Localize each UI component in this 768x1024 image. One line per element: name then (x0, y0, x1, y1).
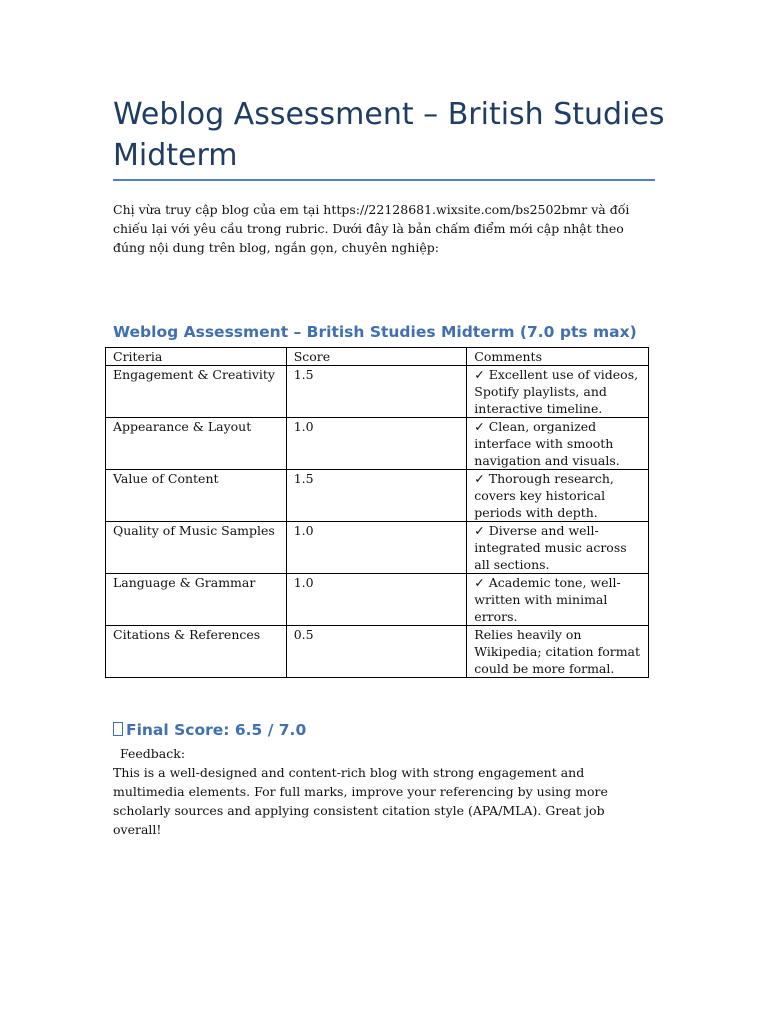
feedback-paragraph: This is a well-designed and content-rich blog with strong engagement and multimedia elements. For full marks, improve your referencing by using more scholarly sources and applying consistent citation style (APA/MLA). Great job overall! (113, 765, 608, 837)
cell-comment: ✓ Diverse and well-integrated music across all sections. (467, 522, 649, 574)
cell-score: 0.5 (286, 626, 467, 678)
table-row (106, 574, 649, 626)
section-heading: Weblog Assessment – British Studies Midterm (7.0 pts max) (113, 323, 637, 341)
table-row (106, 470, 649, 522)
missing-glyph-icon (113, 722, 123, 736)
cell-score: 1.0 (286, 574, 467, 626)
table-row (106, 418, 649, 470)
cell-criteria: Appearance & Layout (106, 418, 287, 470)
document-title: Weblog Assessment – British Studies Midterm (113, 97, 665, 173)
cell-score: 1.0 (286, 418, 467, 470)
table-header-row (106, 348, 649, 366)
cell-comment: ✓ Thorough research, covers key historical periods with depth. (467, 470, 649, 522)
cell-comment: ✓ Excellent use of videos, Spotify playlists, and interactive timeline. (467, 366, 649, 418)
table-row (106, 522, 649, 574)
cell-score: 1.5 (286, 366, 467, 418)
cell-comment: Relies heavily on Wikipedia; citation format could be more formal. (467, 626, 649, 678)
header-comments: Comments (467, 348, 649, 366)
cell-criteria: Citations & References (106, 626, 287, 678)
table-row (106, 366, 649, 418)
title-divider (113, 179, 655, 181)
cell-criteria: Quality of Music Samples (106, 522, 287, 574)
final-score-text: Final Score: 6.5 / 7.0 (126, 721, 307, 739)
cell-criteria: Language & Grammar (106, 574, 287, 626)
cell-comment: ✓ Academic tone, well-written with minimal errors. (467, 574, 649, 626)
cell-score: 1.5 (286, 470, 467, 522)
feedback-label: Feedback: (120, 746, 186, 761)
table-row (106, 626, 649, 678)
final-score-heading (113, 719, 673, 741)
cell-criteria: Value of Content (106, 470, 287, 522)
cell-criteria: Engagement & Creativity (106, 366, 287, 418)
header-criteria: Criteria (106, 348, 287, 366)
cell-comment: ✓ Clean, organized interface with smooth navigation and visuals. (467, 418, 649, 470)
header-score: Score (286, 348, 467, 366)
rubric-table (105, 347, 649, 678)
intro-paragraph: Chị vừa truy cập blog của em tại https://22128681.wixsite.com/bs2502bmr và đối chiếu lại với yêu cầu trong rubric. Dưới đây là bản chấm điểm mới cập nhật theo đúng nội dung trên blog, ngắn gọn, chuyên nghiệp: (113, 202, 630, 255)
cell-score: 1.0 (286, 522, 467, 574)
